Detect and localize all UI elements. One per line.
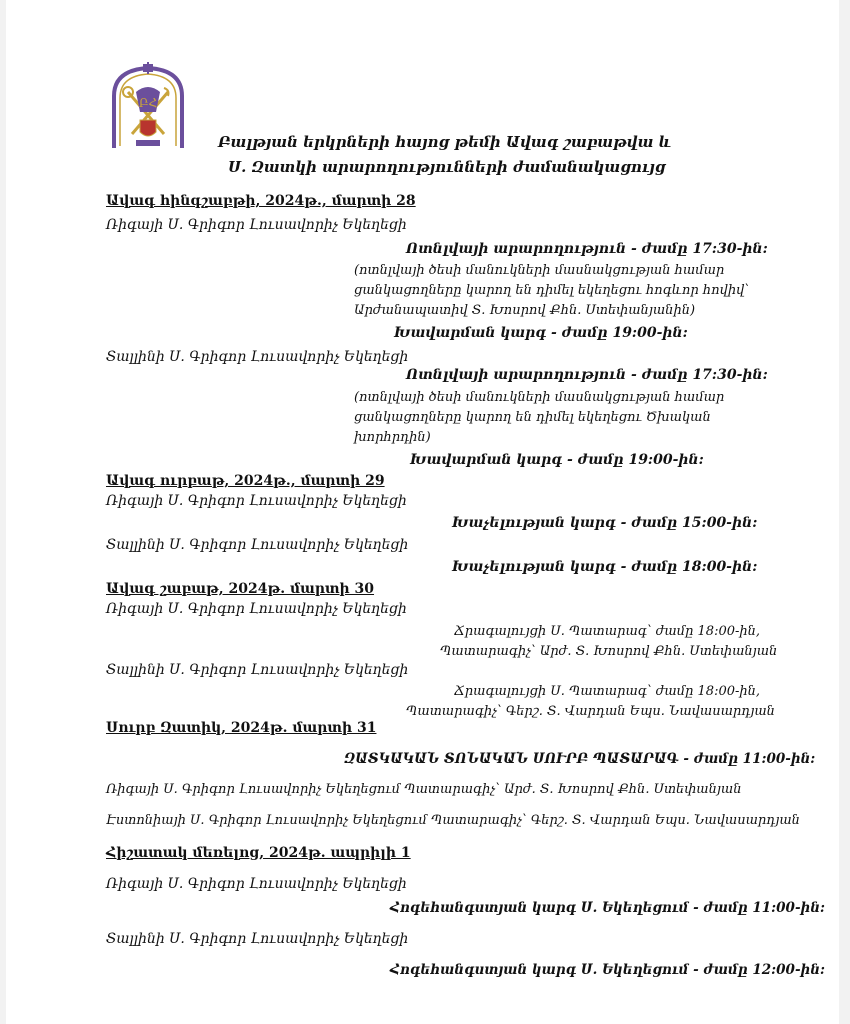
document-page — [6, 0, 839, 1024]
schedule-title-line1: Բալթյան երկրների հայոց թեմի Ավագ շաբաթվա և — [218, 133, 672, 151]
service-line: Խաչելության կարգ - ժամը 18:00-ին: — [452, 559, 758, 575]
liturgy-line: Ճրագալույցի Ս. Պատարագ՝ ժամը 18:00-ին, — [454, 684, 761, 699]
celebrant-line: Պատարագիչ՝ Գերշ. Տ. Վարդան Եպս. Նավասարդյան — [406, 704, 775, 719]
svg-text:ԲՀ: ԲՀ — [138, 96, 158, 110]
service-line: Ոտնլվայի արարողություն - ժամը 17:30-ին: — [406, 367, 768, 383]
church-tallinn: Տալլինի Ս. Գրիգոր Լուսավորիչ Եկեղեցի — [106, 349, 409, 365]
service-line: Խավարման կարգ - ժամը 19:00-ին: — [394, 325, 688, 341]
diocese-emblem-icon — [106, 62, 190, 150]
service-line: Խավարման կարգ - ժամը 19:00-ին: — [410, 452, 704, 468]
note-line: ցանկացողները կարող են դիմել եկեղեցու հոգևոր հովիվ՝ — [354, 283, 750, 298]
church-tallinn: Տալլինի Ս. Գրիգոր Լուսավորիչ Եկեղեցի — [106, 537, 409, 553]
church-riga: Ռիգայի Ս. Գրիգոր Լուսավորիչ Եկեղեցի — [106, 876, 407, 892]
note-line: (ոտնլվայի ծեսի մանուկների մասնակցության համար — [354, 263, 725, 278]
service-line: Հոգեհանգստյան կարգ Ս. Եկեղեցում - ժամը 12:00-ին: — [390, 962, 826, 978]
liturgy-line: Ճրագալույցի Ս. Պատարագ՝ ժամը 18:00-ին, — [454, 624, 761, 639]
section-heading-monday: Հիշատակ մեռելոց, 2024թ. ապրիլի 1 — [106, 845, 411, 861]
celebrant-line: Էստոնիայի Ս. Գրիգոր Լուսավորիչ Եկեղեցում Պատարագիչ՝ Գերշ. Տ. Վարդան Եպս. Նավասարդյան — [106, 813, 800, 828]
note-line: ցանկացողները կարող են դիմել եկեղեցու Ծխական — [354, 410, 711, 425]
schedule-title-line2: Ս. Զատկի արարողությունների ժամանակացույց — [228, 158, 666, 176]
section-heading-saturday: Ավագ շաբաթ, 2024թ. մարտի 30 — [106, 581, 375, 597]
church-riga: Ռիգայի Ս. Գրիգոր Լուսավորիչ Եկեղեցի — [106, 601, 407, 617]
church-tallinn: Տալլինի Ս. Գրիգոր Լուսավորիչ Եկեղեցի — [106, 931, 409, 947]
church-riga: Ռիգայի Ս. Գրիգոր Լուսավորիչ Եկեղեցի — [106, 493, 407, 509]
service-line: Հոգեհանգստյան կարգ Ս. Եկեղեցում - ժամը 11:00-ին: — [390, 900, 826, 916]
service-line: Խաչելության կարգ - ժամը 15:00-ին: — [452, 515, 758, 531]
section-heading-thursday: Ավագ հինգշաբթի, 2024թ., մարտի 28 — [106, 193, 416, 209]
easter-liturgy-line: ԶԱՏԿԱԿԱՆ ՏՈՆԱԿԱՆ ՍՈՒՐԲ ՊԱՏԱՐԱԳ - ժամը 11:00-ին: — [344, 751, 816, 767]
celebrant-line: Ռիգայի Ս. Գրիգոր Լուսավորիչ Եկեղեցում Պատարագիչ՝ Արժ. Տ. Խոսրով Քհն. Ստեփանյան — [106, 782, 742, 797]
note-line: (ոտնլվայի ծեսի մանուկների մասնակցության համար — [354, 390, 725, 405]
celebrant-line: Պատարագիչ՝ Արժ. Տ. Խոսրով Քհն. Ստեփանյան — [440, 644, 778, 659]
church-riga: Ռիգայի Ս. Գրիգոր Լուսավորիչ Եկեղեցի — [106, 217, 407, 233]
note-line: Արժանապատիվ Տ. Խոսրով Քհն. Ստեփանյանին) — [354, 303, 696, 318]
church-tallinn: Տալլինի Ս. Գրիգոր Լուսավորիչ Եկեղեցի — [106, 662, 409, 678]
section-heading-friday: Ավագ ուրբաթ, 2024թ., մարտի 29 — [106, 473, 385, 489]
section-heading-sunday: Սուրբ Զատիկ, 2024թ. մարտի 31 — [106, 720, 377, 736]
note-line: խորհրդին) — [354, 430, 431, 445]
service-line: Ոտնլվայի արարողություն - ժամը 17:30-ին: — [406, 241, 768, 257]
